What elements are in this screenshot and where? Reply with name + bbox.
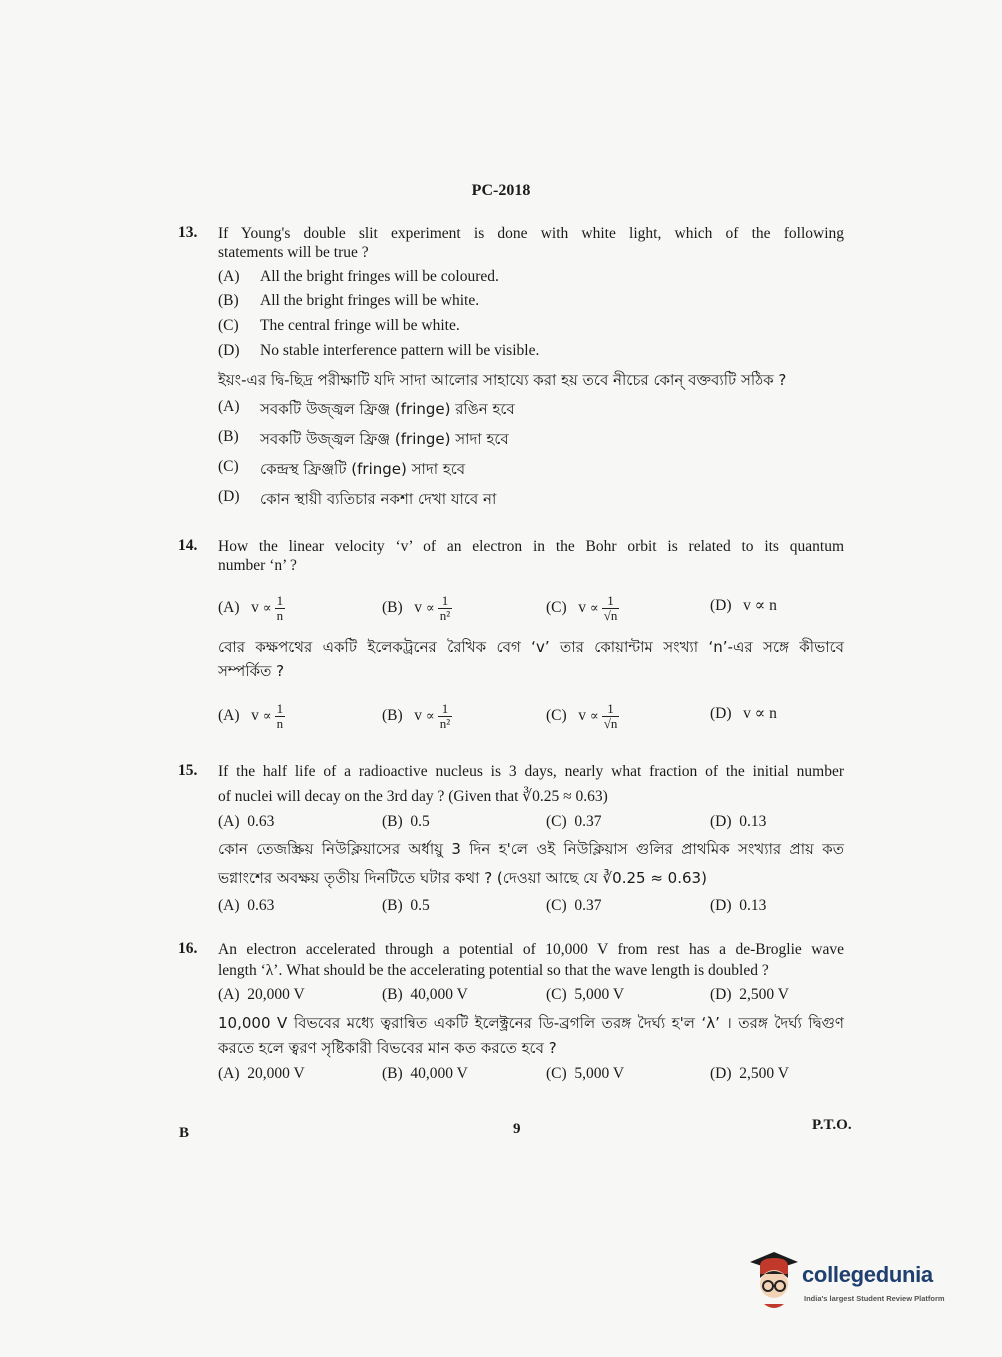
question-text-bn: ইয়ং-এর দ্বি-ছিদ্র পরীক্ষাটি যদি সাদা আলোর সাহায্যে করা হয় তবে নীচের কোন্ বক্তব্যটি সঠিক ?	[218, 371, 787, 389]
option: (D) 0.13	[710, 897, 767, 914]
option: (D) 2,500 V	[710, 986, 789, 1003]
question-text-en-cont: statements will be true ?	[218, 244, 369, 261]
question-text-en: An electron accelerated through a potential of 10,000 V from rest has a de-Broglie wave	[218, 941, 844, 958]
option-bn: (A)	[218, 398, 240, 415]
page-number: 9	[513, 1121, 521, 1137]
option-bn-text: সবকটি উজ্জ্বল ফ্রিঞ্জ (fringe) সাদা হবে	[260, 430, 509, 448]
question-number: 13.	[178, 224, 198, 241]
question-number: 14.	[178, 537, 198, 554]
option-en: (C)	[218, 317, 239, 334]
option-en: (A)	[218, 268, 240, 285]
fraction: $\frac{1}{√n}$	[603, 701, 618, 731]
option-bn: (C)	[218, 458, 239, 475]
option-en-text: All the bright fringes will be coloured.	[260, 268, 499, 285]
fraction: $\frac{1}{\text{n²}}$	[439, 593, 451, 623]
options-row-bn	[218, 1065, 838, 1087]
option: (C) 5,000 V	[546, 1065, 625, 1082]
option: (A) v ∝ $\frac{1}{n}$	[218, 701, 284, 731]
question-number: 15.	[178, 762, 198, 779]
option-bn: (B)	[218, 428, 239, 445]
fraction: $\frac{1}{\text{n²}}$	[439, 701, 451, 731]
option-bn: (D)	[218, 488, 240, 505]
option: (B) 40,000 V	[382, 986, 468, 1003]
option: (B) 0.5	[382, 897, 430, 914]
option: (C) 0.37	[546, 813, 602, 830]
collegedunia-logo	[744, 1250, 974, 1316]
option: (A) v ∝ $\frac{1}{n}$	[218, 593, 284, 623]
option: (C) 0.37	[546, 897, 602, 914]
question-text-bn: কোন তেজস্ক্রিয় নিউক্লিয়াসের অর্ধায়ু 3 দিন হ'লে ওই নিউক্লিয়াস গুলির প্রাথমিক সংখ্যার প্রায় কত	[218, 840, 844, 858]
option: (D) v ∝ n	[710, 597, 777, 614]
question-text-bn-cont: সম্পর্কিত ?	[218, 662, 285, 680]
fraction: $\frac{1}{n}$	[276, 593, 284, 623]
booklet-series: B	[179, 1125, 190, 1141]
paper-code: PC-2018	[471, 182, 531, 199]
option: (B) 0.5	[382, 813, 430, 830]
option: (D) 0.13	[710, 813, 767, 830]
option-en: (B)	[218, 292, 239, 309]
option: (C) v ∝ $\frac{1}{√n}$	[546, 701, 618, 731]
question-text-bn: 10,000 V বিভবের মধ্যে ত্বরান্বিত একটি ইলেক্ট্রনের ডি-ব্রগলি তরঙ্গ দৈর্ঘ্য হ'ল ‘λ’ । তরঙ্গ দৈর্ঘ্য দ্বিগুণ	[218, 1014, 844, 1032]
student-mascot-icon	[744, 1250, 800, 1312]
option: (D) v ∝ n	[710, 705, 777, 722]
option: (A) 0.63	[218, 813, 275, 830]
options-row-bn	[218, 696, 838, 732]
option: (B) v ∝ $\frac{1}{\text{n²}}$	[382, 701, 451, 731]
logo-tagline: India's largest Student Review Platform	[804, 1294, 945, 1303]
question-text-bn-cont: করতে হলে ত্বরণ সৃষ্টিকারী বিভবের মান কত করতে হবে ?	[218, 1039, 557, 1057]
option: (C) 5,000 V	[546, 986, 625, 1003]
option-en-text: The central fringe will be white.	[260, 317, 460, 334]
option-bn-text: কেন্দ্রস্থ ফ্রিঞ্জটি (fringe) সাদা হবে	[260, 460, 466, 478]
option: (A) 0.63	[218, 897, 275, 914]
option: (A) 20,000 V	[218, 1065, 305, 1082]
options-row-en	[218, 813, 838, 835]
logo-wordmark: collegedunia	[802, 1262, 933, 1287]
question-text-en-cont: of nuclei will decay on the 3rd day ? (Given that ∛0.25 ≈ 0.63)	[218, 788, 608, 805]
question-text-en-cont: number ‘n’ ?	[218, 557, 297, 574]
option-bn-text: সবকটি উজ্জ্বল ফ্রিঞ্জ (fringe) রঙিন হবে	[260, 400, 515, 418]
question-number: 16.	[178, 940, 198, 957]
pto-label: P.T.O.	[812, 1117, 852, 1133]
question-text-en: If the half life of a radioactive nucleus is 3 days, nearly what fraction of the initial number	[218, 763, 844, 780]
option: (B) 40,000 V	[382, 1065, 468, 1082]
question-text-bn: বোর কক্ষপথের একটি ইলেকট্রনের রৈখিক বেগ ‘v’ তার কোয়ান্টাম সংখ্যা ‘n’-এর সঙ্গে কীভাবে	[218, 638, 844, 656]
question-text-bn-cont: ভগ্নাংশের অবক্ষয় তৃতীয় দিনটিতে ঘটার কথা ? (দেওয়া আছে যে ∛0.25 ≈ 0.63)	[218, 869, 707, 887]
option: (B) v ∝ $\frac{1}{\text{n²}}$	[382, 593, 451, 623]
option-en-text: No stable interference pattern will be visible.	[260, 342, 540, 359]
option: (C) v ∝ $\frac{1}{√n}$	[546, 593, 618, 623]
option: (D) 2,500 V	[710, 1065, 789, 1082]
option-en-text: All the bright fringes will be white.	[260, 292, 480, 309]
options-row-en	[218, 588, 838, 624]
fraction: $\frac{1}{n}$	[276, 701, 284, 731]
question-text-en-cont: length ‘λ’. What should be the accelerating potential so that the wave length is doubled ?	[218, 962, 769, 979]
question-text-en: How the linear velocity ‘v’ of an electron in the Bohr orbit is related to its quantum	[218, 538, 844, 555]
option-en: (D)	[218, 342, 240, 359]
option-bn-text: কোন স্থায়ী ব্যতিচার নকশা দেখা যাবে না	[260, 490, 497, 508]
option: (A) 20,000 V	[218, 986, 305, 1003]
options-row-bn	[218, 897, 838, 919]
options-row-en	[218, 986, 838, 1008]
question-text-en: If Young's double slit experiment is done with white light, which of the following	[218, 225, 844, 242]
fraction: $\frac{1}{√n}$	[603, 593, 618, 623]
